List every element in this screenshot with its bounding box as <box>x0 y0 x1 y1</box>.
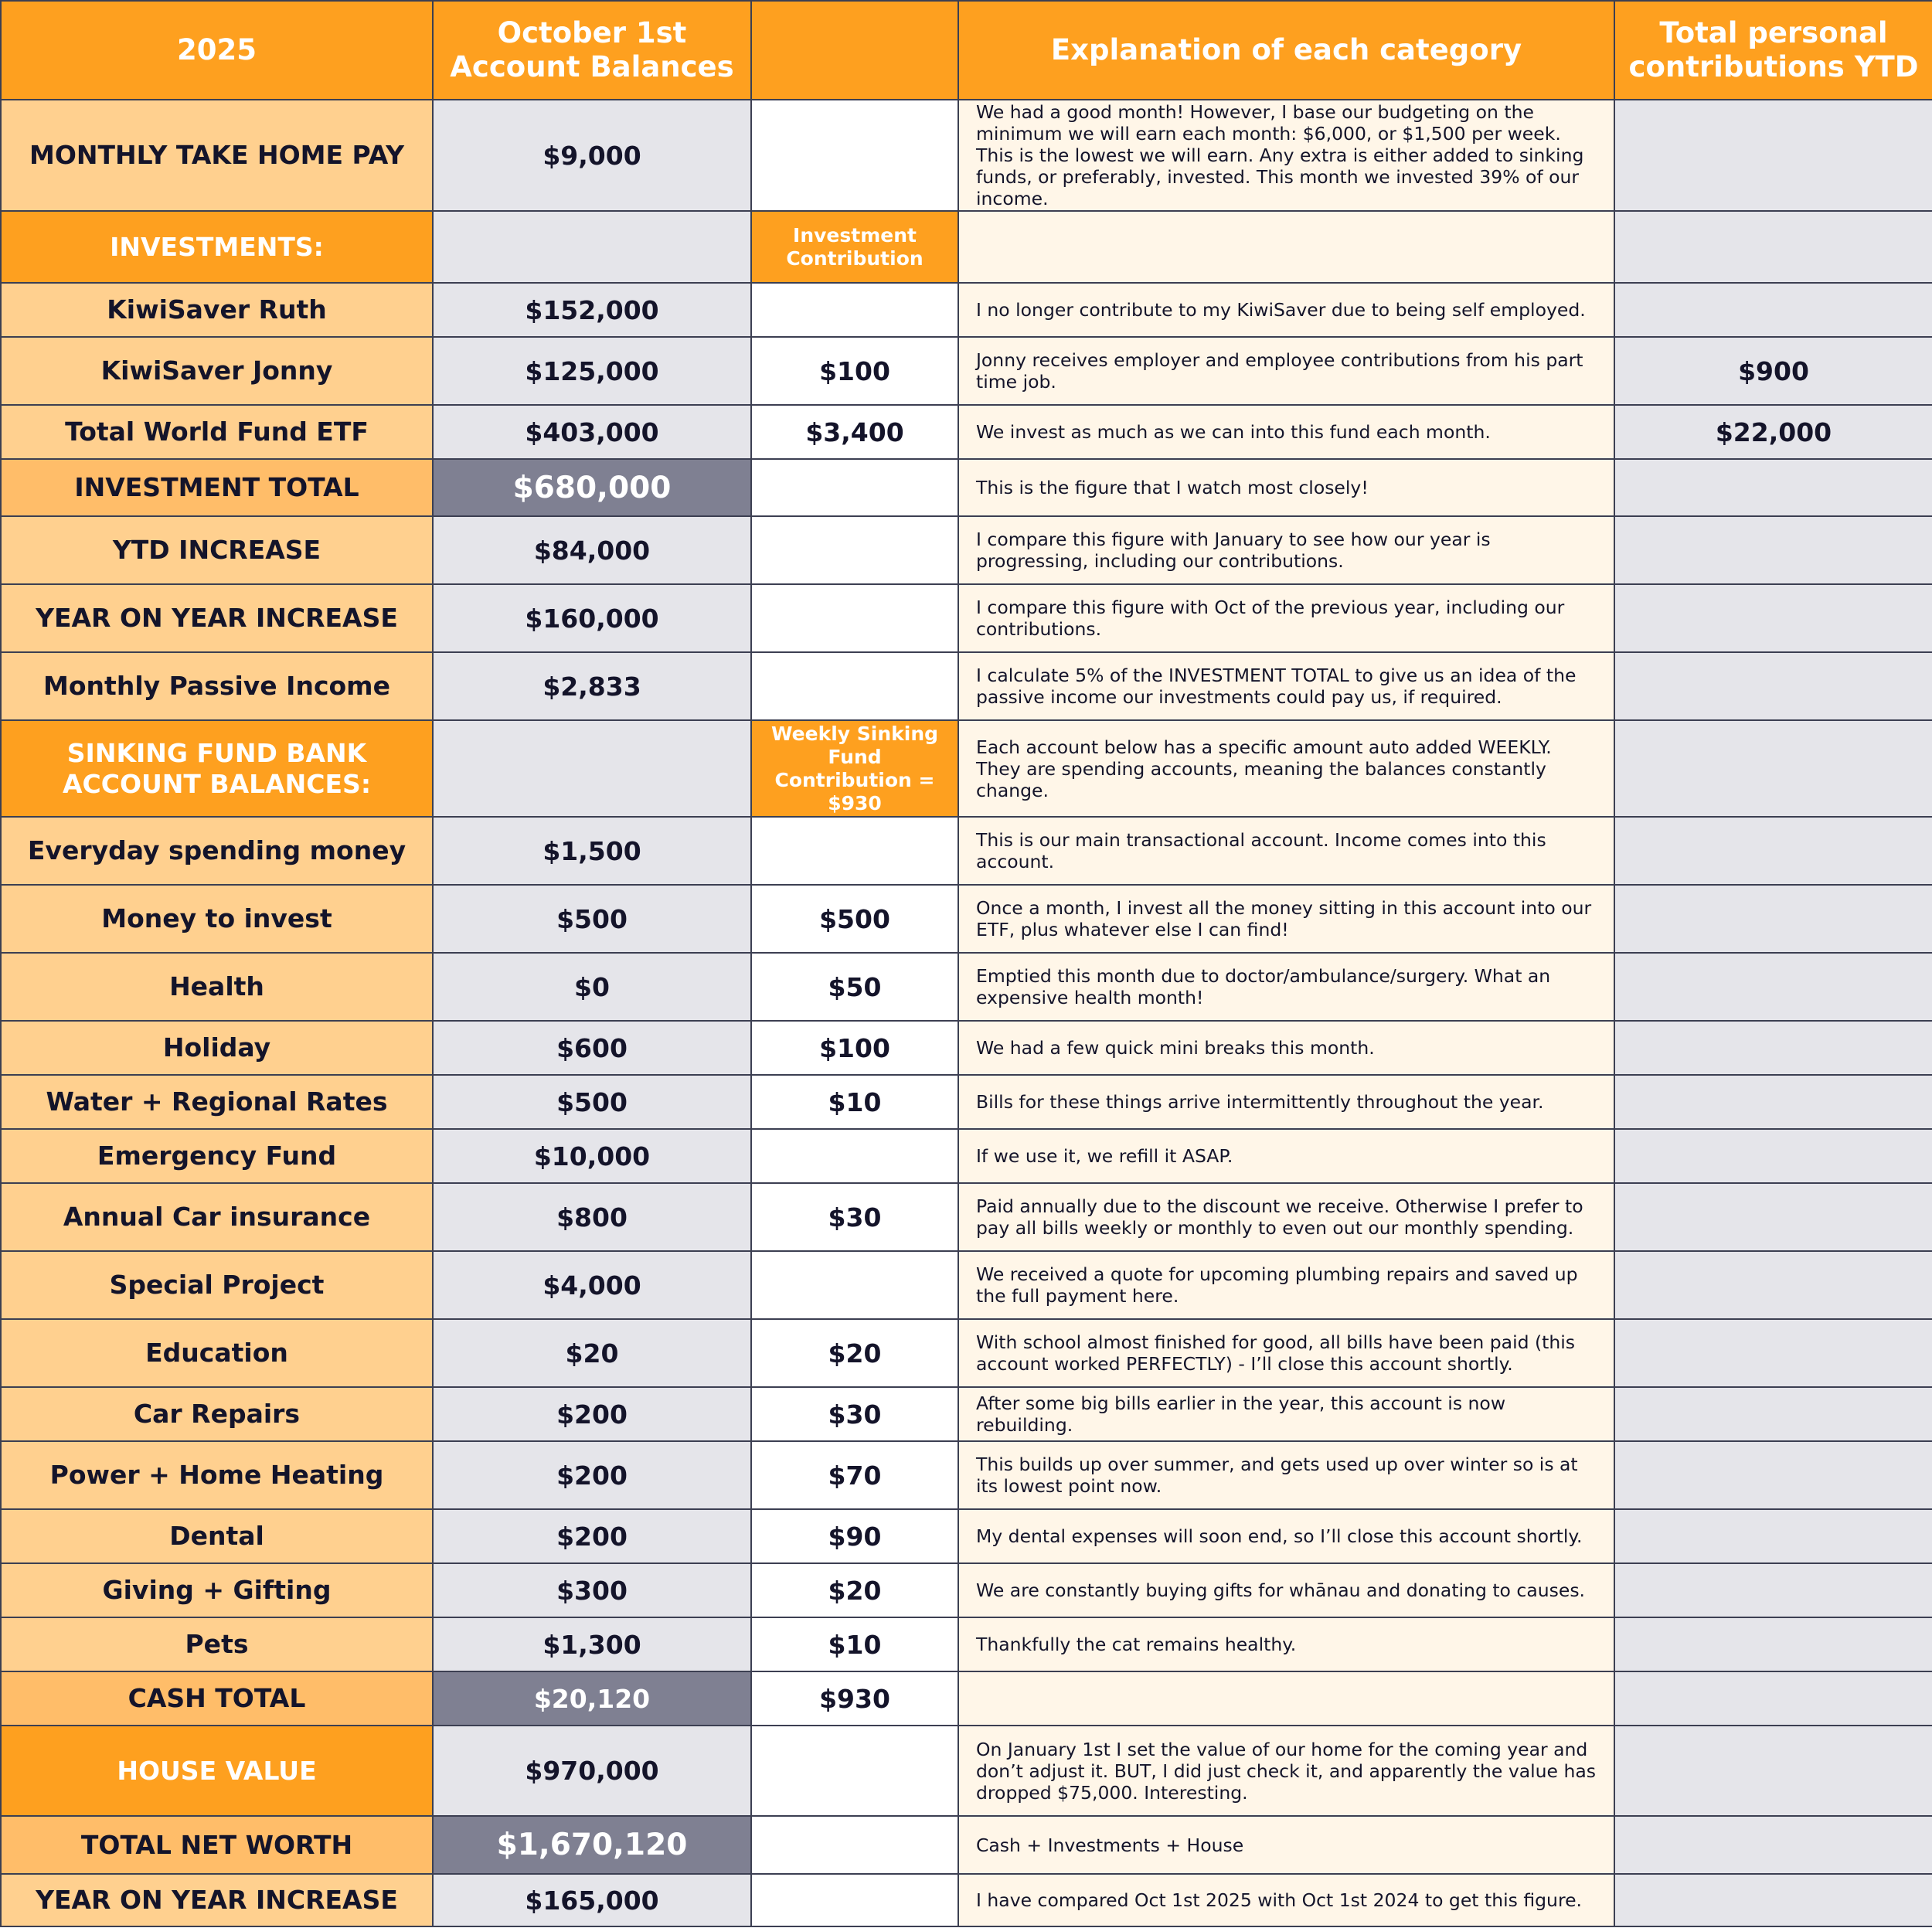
row-ytd <box>1614 817 1932 885</box>
table-row <box>1 337 1932 405</box>
row-contribution: $90 <box>751 1509 958 1563</box>
row-explanation: Once a month, I invest all the money sitting in this account into our ETF, plus whatever else I can find! <box>958 885 1614 953</box>
row-ytd <box>1614 1509 1932 1563</box>
row-ytd <box>1614 1726 1932 1816</box>
row-label: Money to invest <box>1 885 433 953</box>
row-label: Holiday <box>1 1021 433 1075</box>
row-label: Health <box>1 953 433 1021</box>
row-explanation: I compare this figure with January to see how our year is progressing, including our contributions. <box>958 516 1614 584</box>
table-row <box>1 1617 1932 1671</box>
row-balance: $200 <box>433 1441 751 1509</box>
row-explanation: I have compared Oct 1st 2025 with Oct 1st 2024 to get this figure. <box>958 1874 1614 1926</box>
row-contribution <box>751 817 958 885</box>
row-explanation: This is our main transactional account. Income comes into this account. <box>958 817 1614 885</box>
row-ytd <box>1614 953 1932 1021</box>
header-row <box>1 1 1932 100</box>
row-contribution: $30 <box>751 1387 958 1441</box>
row-contribution <box>751 1251 958 1319</box>
row-label: TOTAL NET WORTH <box>1 1816 433 1874</box>
row-contribution: $20 <box>751 1563 958 1617</box>
row-label: KiwiSaver Ruth <box>1 283 433 337</box>
row-contribution <box>751 516 958 584</box>
row-ytd <box>1614 1816 1932 1874</box>
row-contribution <box>751 1874 958 1926</box>
table-row <box>1 1021 1932 1075</box>
row-balance: $680,000 <box>433 459 751 516</box>
table-row <box>1 1563 1932 1617</box>
row-explanation: Cash + Investments + House <box>958 1816 1614 1874</box>
table-row <box>1 100 1932 211</box>
table-row <box>1 405 1932 459</box>
row-explanation: On January 1st I set the value of our home for the coming year and don’t adjust it. BUT, I did just check it, and apparently the value has dropped $75,000. Interesting. <box>958 1726 1614 1816</box>
row-label: INVESTMENT TOTAL <box>1 459 433 516</box>
row-contribution: $30 <box>751 1183 958 1251</box>
header-ytd: Total personal contributions YTD <box>1614 1 1932 100</box>
row-explanation: We had a few quick mini breaks this month. <box>958 1021 1614 1075</box>
row-balance: $20,120 <box>433 1671 751 1726</box>
row-balance: $1,500 <box>433 817 751 885</box>
row-ytd <box>1614 1563 1932 1617</box>
row-label: Annual Car insurance <box>1 1183 433 1251</box>
row-contribution: $100 <box>751 1021 958 1075</box>
row-explanation: My dental expenses will soon end, so I’ll close this account shortly. <box>958 1509 1614 1563</box>
row-ytd <box>1614 283 1932 337</box>
row-label: INVESTMENTS: <box>1 211 433 283</box>
row-balance <box>433 720 751 817</box>
table-row <box>1 885 1932 953</box>
total-row <box>1 459 1932 516</box>
row-balance: $500 <box>433 1075 751 1129</box>
header-contribution <box>751 1 958 100</box>
row-balance: $0 <box>433 953 751 1021</box>
row-explanation: Bills for these things arrive intermittently throughout the year. <box>958 1075 1614 1129</box>
row-ytd: $900 <box>1614 337 1932 405</box>
table-row <box>1 652 1932 720</box>
row-ytd <box>1614 516 1932 584</box>
row-label: Emergency Fund <box>1 1129 433 1183</box>
row-contribution: $20 <box>751 1319 958 1387</box>
row-ytd <box>1614 1183 1932 1251</box>
row-contribution <box>751 459 958 516</box>
row-label: CASH TOTAL <box>1 1671 433 1726</box>
row-explanation: We had a good month! However, I base our budgeting on the minimum we will earn each month: $6,000, or $1,500 per week. This is the lowest we will earn. Any extra is either added to sinking funds, or preferably, invested. This month we invested 39% of our income. <box>958 100 1614 211</box>
row-label: Everyday spending money <box>1 817 433 885</box>
table-row <box>1 1387 1932 1441</box>
table-row <box>1 1441 1932 1509</box>
row-ytd <box>1614 1021 1932 1075</box>
section-header-row <box>1 720 1932 817</box>
table-row <box>1 584 1932 652</box>
row-explanation: I compare this figure with Oct of the previous year, including our contributions. <box>958 584 1614 652</box>
row-explanation: We are constantly buying gifts for whānau and donating to causes. <box>958 1563 1614 1617</box>
row-contribution: $50 <box>751 953 958 1021</box>
total-row <box>1 1816 1932 1874</box>
row-ytd <box>1614 1319 1932 1387</box>
table-row <box>1 1075 1932 1129</box>
section-header-row <box>1 211 1932 283</box>
row-explanation: I calculate 5% of the INVESTMENT TOTAL to give us an idea of the passive income our investments could pay us, if required. <box>958 652 1614 720</box>
table-row <box>1 953 1932 1021</box>
row-balance: $600 <box>433 1021 751 1075</box>
row-label: HOUSE VALUE <box>1 1726 433 1816</box>
row-explanation: Emptied this month due to doctor/ambulance/surgery. What an expensive health month! <box>958 953 1614 1021</box>
table-row <box>1 1129 1932 1183</box>
row-balance <box>433 211 751 283</box>
row-label: YEAR ON YEAR INCREASE <box>1 584 433 652</box>
row-balance: $200 <box>433 1387 751 1441</box>
row-explanation: This builds up over summer, and gets used up over winter so is at its lowest point now. <box>958 1441 1614 1509</box>
row-contribution: $3,400 <box>751 405 958 459</box>
row-label: KiwiSaver Jonny <box>1 337 433 405</box>
row-label: Dental <box>1 1509 433 1563</box>
row-ytd <box>1614 1671 1932 1726</box>
row-ytd <box>1614 584 1932 652</box>
table-row <box>1 1509 1932 1563</box>
row-label: YTD INCREASE <box>1 516 433 584</box>
row-ytd <box>1614 211 1932 283</box>
row-label: Monthly Passive Income <box>1 652 433 720</box>
table-row <box>1 1251 1932 1319</box>
row-explanation: Each account below has a specific amount auto added WEEKLY. They are spending accounts, meaning the balances constantly change. <box>958 720 1614 817</box>
table-row <box>1 283 1932 337</box>
row-contribution <box>751 283 958 337</box>
row-ytd <box>1614 1874 1932 1926</box>
row-explanation: I no longer contribute to my KiwiSaver due to being self employed. <box>958 283 1614 337</box>
table-row <box>1 1874 1932 1926</box>
row-contribution: $10 <box>751 1617 958 1671</box>
row-balance: $200 <box>433 1509 751 1563</box>
row-explanation <box>958 211 1614 283</box>
row-balance: $9,000 <box>433 100 751 211</box>
row-balance: $4,000 <box>433 1251 751 1319</box>
row-explanation <box>958 1671 1614 1726</box>
row-ytd <box>1614 1617 1932 1671</box>
row-label: Education <box>1 1319 433 1387</box>
row-balance: $125,000 <box>433 337 751 405</box>
row-balance: $20 <box>433 1319 751 1387</box>
row-explanation: If we use it, we refill it ASAP. <box>958 1129 1614 1183</box>
row-balance: $800 <box>433 1183 751 1251</box>
row-ytd <box>1614 1075 1932 1129</box>
row-balance: $300 <box>433 1563 751 1617</box>
total-row <box>1 1671 1932 1726</box>
row-ytd <box>1614 459 1932 516</box>
row-label: MONTHLY TAKE HOME PAY <box>1 100 433 211</box>
row-explanation: We received a quote for upcoming plumbing repairs and saved up the full payment here. <box>958 1251 1614 1319</box>
table-row <box>1 1319 1932 1387</box>
row-balance: $1,300 <box>433 1617 751 1671</box>
row-ytd <box>1614 1387 1932 1441</box>
row-label: YEAR ON YEAR INCREASE <box>1 1874 433 1926</box>
header-explanation: Explanation of each category <box>958 1 1614 100</box>
row-contribution <box>751 1816 958 1874</box>
row-explanation: Jonny receives employer and employee contributions from his part time job. <box>958 337 1614 405</box>
row-contribution: $930 <box>751 1671 958 1726</box>
row-balance: $165,000 <box>433 1874 751 1926</box>
row-contribution <box>751 1726 958 1816</box>
row-contribution: $10 <box>751 1075 958 1129</box>
row-balance: $160,000 <box>433 584 751 652</box>
row-label: Water + Regional Rates <box>1 1075 433 1129</box>
header-balances: October 1st Account Balances <box>433 1 751 100</box>
row-balance: $152,000 <box>433 283 751 337</box>
row-contribution: Investment Contribution <box>751 211 958 283</box>
row-balance: $10,000 <box>433 1129 751 1183</box>
row-contribution: $500 <box>751 885 958 953</box>
row-contribution: $70 <box>751 1441 958 1509</box>
table-row <box>1 516 1932 584</box>
row-balance: $500 <box>433 885 751 953</box>
row-explanation: Thankfully the cat remains healthy. <box>958 1617 1614 1671</box>
row-ytd <box>1614 1251 1932 1319</box>
row-ytd <box>1614 652 1932 720</box>
row-explanation: Paid annually due to the discount we receive. Otherwise I prefer to pay all bills weekly or monthly to even out our monthly spending. <box>958 1183 1614 1251</box>
row-ytd <box>1614 1129 1932 1183</box>
row-ytd: $22,000 <box>1614 405 1932 459</box>
row-balance: $403,000 <box>433 405 751 459</box>
row-balance: $970,000 <box>433 1726 751 1816</box>
row-label: Car Repairs <box>1 1387 433 1441</box>
row-balance: $1,670,120 <box>433 1816 751 1874</box>
row-label: Pets <box>1 1617 433 1671</box>
row-contribution <box>751 1129 958 1183</box>
row-contribution: $100 <box>751 337 958 405</box>
row-balance: $84,000 <box>433 516 751 584</box>
section-header-row <box>1 1726 1932 1816</box>
row-explanation: With school almost finished for good, all bills have been paid (this account worked PERFECTLY) - I’ll close this account shortly. <box>958 1319 1614 1387</box>
row-explanation: This is the figure that I watch most closely! <box>958 459 1614 516</box>
table-row <box>1 1183 1932 1251</box>
row-balance: $2,833 <box>433 652 751 720</box>
row-label: Power + Home Heating <box>1 1441 433 1509</box>
row-label: Total World Fund ETF <box>1 405 433 459</box>
row-label: Special Project <box>1 1251 433 1319</box>
row-contribution: Weekly Sinking Fund Contribution = $930 <box>751 720 958 817</box>
row-label: SINKING FUND BANK ACCOUNT BALANCES: <box>1 720 433 817</box>
row-ytd <box>1614 885 1932 953</box>
header-year: 2025 <box>1 1 433 100</box>
row-explanation: After some big bills earlier in the year, this account is now rebuilding. <box>958 1387 1614 1441</box>
row-contribution <box>751 584 958 652</box>
table-row <box>1 817 1932 885</box>
row-ytd <box>1614 720 1932 817</box>
row-ytd <box>1614 100 1932 211</box>
row-ytd <box>1614 1441 1932 1509</box>
row-contribution <box>751 652 958 720</box>
row-contribution <box>751 100 958 211</box>
row-explanation: We invest as much as we can into this fund each month. <box>958 405 1614 459</box>
row-label: Giving + Gifting <box>1 1563 433 1617</box>
